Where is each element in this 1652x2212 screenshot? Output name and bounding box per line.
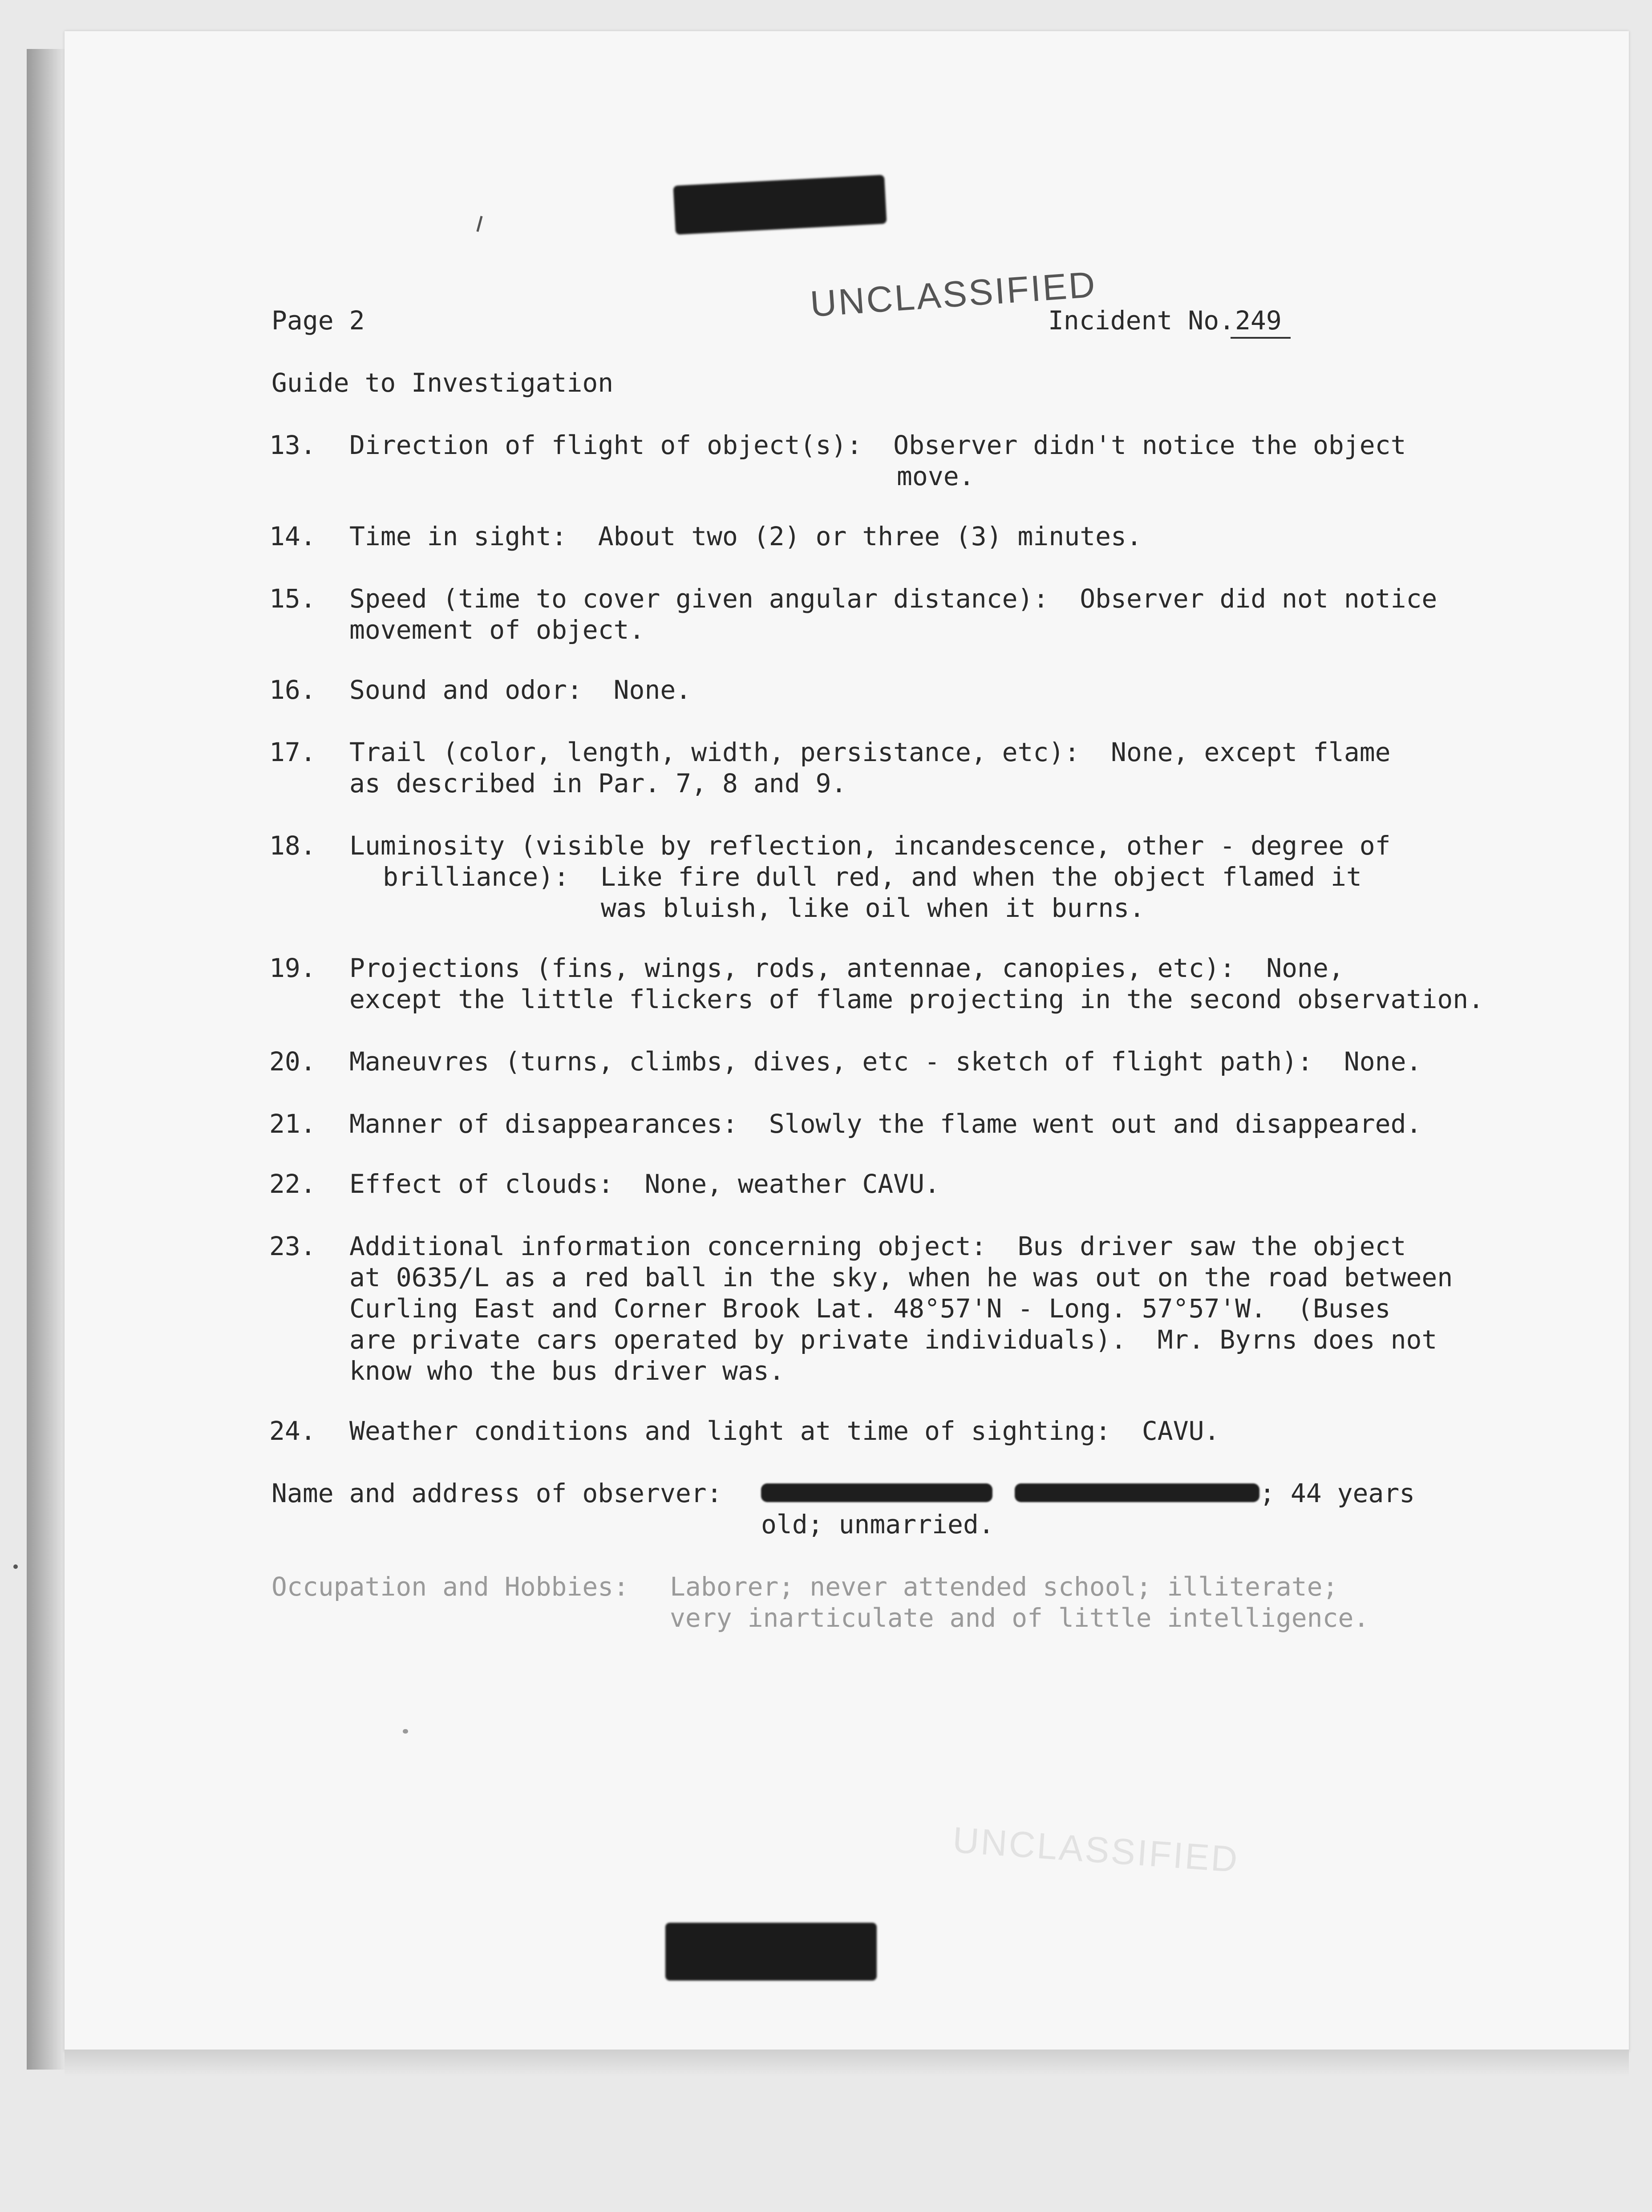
item-text: Speed (time to cover given angular distance): Observer did not notice bbox=[349, 583, 1437, 614]
section-title: Guide to Investigation bbox=[271, 368, 614, 398]
item-text: Trail (color, length, width, persistance, etc): None, except flame bbox=[349, 737, 1391, 767]
item-number: 20. bbox=[269, 1046, 316, 1077]
item-number: 18. bbox=[269, 831, 316, 861]
item-number: 17. bbox=[269, 737, 316, 767]
item-text: Sound and odor: None. bbox=[349, 675, 692, 705]
observer-status: old; unmarried. bbox=[761, 1509, 994, 1539]
item-number: 24. bbox=[269, 1416, 316, 1446]
item-text: at 0635/L as a red ball in the sky, when he was out on the road between bbox=[349, 1262, 1453, 1292]
item-number: 15. bbox=[269, 583, 316, 614]
item-text: was bluish, like oil when it burns. bbox=[601, 893, 1145, 923]
scan-shadow bbox=[27, 49, 67, 2070]
item-number: 13. bbox=[269, 430, 316, 460]
redaction-observer-address bbox=[1015, 1483, 1259, 1502]
item-text: movement of object. bbox=[349, 615, 645, 645]
scan-mark bbox=[403, 1729, 408, 1734]
scan-shadow-bottom bbox=[65, 2050, 1629, 2076]
observer-label: Name and address of observer: bbox=[271, 1478, 722, 1508]
item-number: 14. bbox=[269, 521, 316, 551]
classification-stamp-faint: UNCLASSIFIED bbox=[951, 1819, 1241, 1880]
item-text: Effect of clouds: None, weather CAVU. bbox=[349, 1169, 940, 1199]
page-label: Page 2 bbox=[271, 305, 365, 336]
item-text: Time in sight: About two (2) or three (3) minutes. bbox=[349, 521, 1142, 551]
item-number: 21. bbox=[269, 1109, 316, 1139]
occupation-text: very inarticulate and of little intelligence. bbox=[670, 1603, 1369, 1633]
scan-mark bbox=[13, 1564, 18, 1569]
item-text: Weather conditions and light at time of sighting: CAVU. bbox=[349, 1416, 1220, 1446]
item-text: as described in Par. 7, 8 and 9. bbox=[349, 768, 847, 798]
item-text: Direction of flight of object(s): Observer didn't notice the object bbox=[349, 430, 1406, 460]
occupation-label: Occupation and Hobbies: bbox=[271, 1572, 629, 1602]
item-text: except the little flickers of flame projecting in the second observation. bbox=[349, 984, 1484, 1014]
item-text: Luminosity (visible by reflection, incandescence, other - degree of bbox=[349, 831, 1391, 861]
occupation-text: Laborer; never attended school; illiterate; bbox=[670, 1572, 1338, 1602]
item-text: brilliance): Like fire dull red, and when the object flamed it bbox=[383, 862, 1362, 892]
item-number: 22. bbox=[269, 1169, 316, 1199]
item-text: know who the bus driver was. bbox=[349, 1356, 785, 1386]
redaction-bottom bbox=[665, 1923, 877, 1981]
incident-number: 249 bbox=[1231, 305, 1291, 339]
item-text: Curling East and Corner Brook Lat. 48°57'N - Long. 57°57'W. (Buses bbox=[349, 1293, 1391, 1324]
classification-stamp: UNCLASSIFIED bbox=[809, 264, 1098, 325]
item-text: move. bbox=[897, 461, 975, 491]
incident-label: Incident No. bbox=[1048, 305, 1235, 336]
item-text: Maneuvres (turns, climbs, dives, etc - sketch of flight path): None. bbox=[349, 1046, 1422, 1077]
item-text: Additional information concerning object: Bus driver saw the object bbox=[349, 1231, 1406, 1261]
item-text: are private cars operated by private individuals). Mr. Byrns does not bbox=[349, 1325, 1437, 1355]
item-number: 19. bbox=[269, 953, 316, 983]
observer-age: ; 44 years bbox=[1259, 1478, 1415, 1508]
redaction-observer-name bbox=[761, 1483, 992, 1502]
item-number: 23. bbox=[269, 1231, 316, 1261]
item-text: Projections (fins, wings, rods, antennae, canopies, etc): None, bbox=[349, 953, 1344, 983]
item-number: 16. bbox=[269, 675, 316, 705]
item-text: Manner of disappearances: Slowly the flame went out and disappeared. bbox=[349, 1109, 1422, 1139]
